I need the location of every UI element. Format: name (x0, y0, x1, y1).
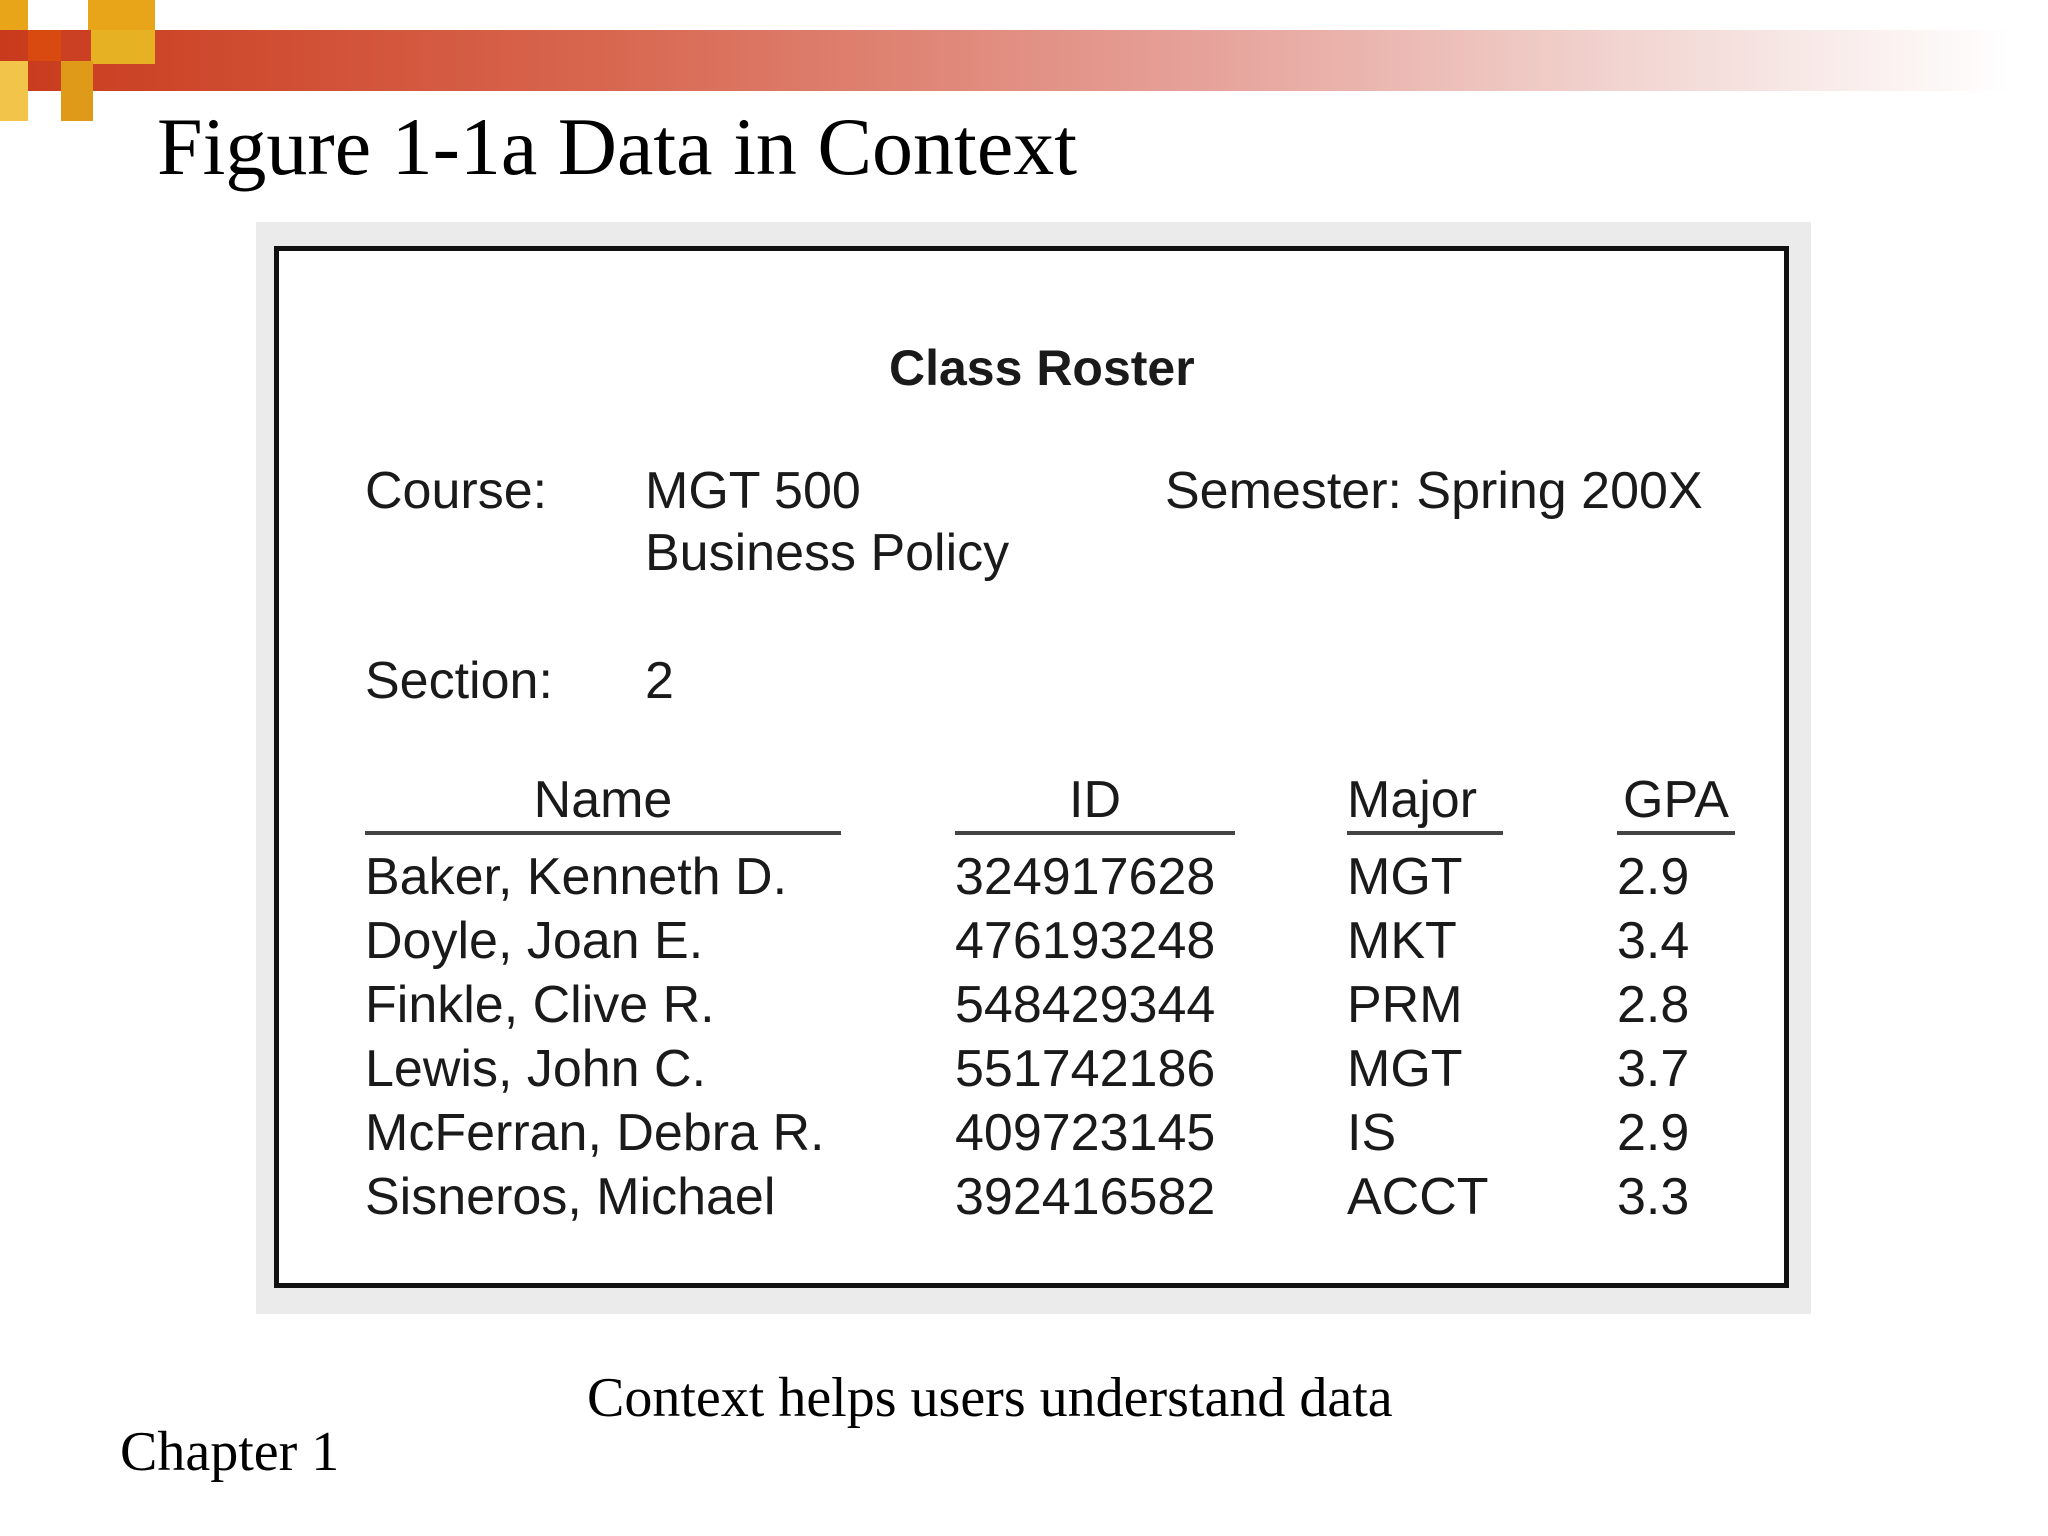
student-gpa: 3.4 (1617, 912, 1690, 970)
student-name: McFerran, Debra R. (365, 1104, 825, 1162)
table-row (279, 911, 1784, 975)
student-name: Sisneros, Michael (365, 1168, 776, 1226)
header-decoration-square (0, 0, 28, 30)
student-gpa: 3.7 (1617, 1040, 1690, 1098)
course-name: Business Policy (645, 524, 1010, 582)
student-major: IS (1347, 1104, 1397, 1162)
class-roster-figure (274, 246, 1789, 1288)
course-label: Course: (365, 462, 548, 520)
student-major: MGT (1347, 848, 1463, 906)
student-gpa: 2.9 (1617, 1104, 1690, 1162)
table-row (279, 1167, 1784, 1231)
student-gpa: 3.3 (1617, 1168, 1690, 1226)
table-row (279, 847, 1784, 911)
student-id: 551742186 (955, 1040, 1216, 1098)
table-row (279, 1039, 1784, 1103)
column-underline (365, 831, 841, 835)
student-id: 548429344 (955, 976, 1216, 1034)
header-decoration-square (61, 61, 93, 121)
student-name: Doyle, Joan E. (365, 912, 704, 970)
roster-title: Class Roster (889, 340, 1195, 396)
slide-title: Figure 1-1a Data in Context (157, 101, 1078, 192)
student-major: ACCT (1347, 1168, 1489, 1226)
figure-caption: Context helps users understand data (587, 1367, 1393, 1429)
section-value: 2 (645, 652, 674, 710)
slide-footer: Chapter 1 (120, 1421, 340, 1483)
student-id: 409723145 (955, 1104, 1216, 1162)
student-name: Baker, Kenneth D. (365, 848, 788, 906)
student-name: Finkle, Clive R. (365, 976, 715, 1034)
column-header-name: Name (533, 771, 673, 829)
semester: Semester: Spring 200X (1165, 462, 1703, 520)
table-row (279, 975, 1784, 1039)
student-major: MGT (1347, 1040, 1463, 1098)
student-major: MKT (1347, 912, 1457, 970)
column-underline (1347, 831, 1503, 835)
student-gpa: 2.9 (1617, 848, 1690, 906)
header-gradient-bar (0, 30, 2010, 91)
header-decoration-square (28, 30, 61, 61)
student-id: 392416582 (955, 1168, 1216, 1226)
header-decoration-square (88, 0, 155, 30)
column-header-gpa: GPA (1623, 771, 1729, 829)
column-underline (1617, 831, 1735, 835)
student-id: 324917628 (955, 848, 1216, 906)
student-gpa: 2.8 (1617, 976, 1690, 1034)
section-label: Section: (365, 652, 553, 710)
column-header-id: ID (1069, 771, 1121, 829)
header-decoration-square (91, 30, 155, 64)
header-decoration-square (0, 61, 28, 121)
column-underline (955, 831, 1235, 835)
student-id: 476193248 (955, 912, 1216, 970)
column-header-major: Major (1347, 771, 1478, 829)
student-name: Lewis, John C. (365, 1040, 707, 1098)
student-major: PRM (1347, 976, 1463, 1034)
table-row (279, 1103, 1784, 1167)
course-code: MGT 500 (645, 462, 861, 520)
